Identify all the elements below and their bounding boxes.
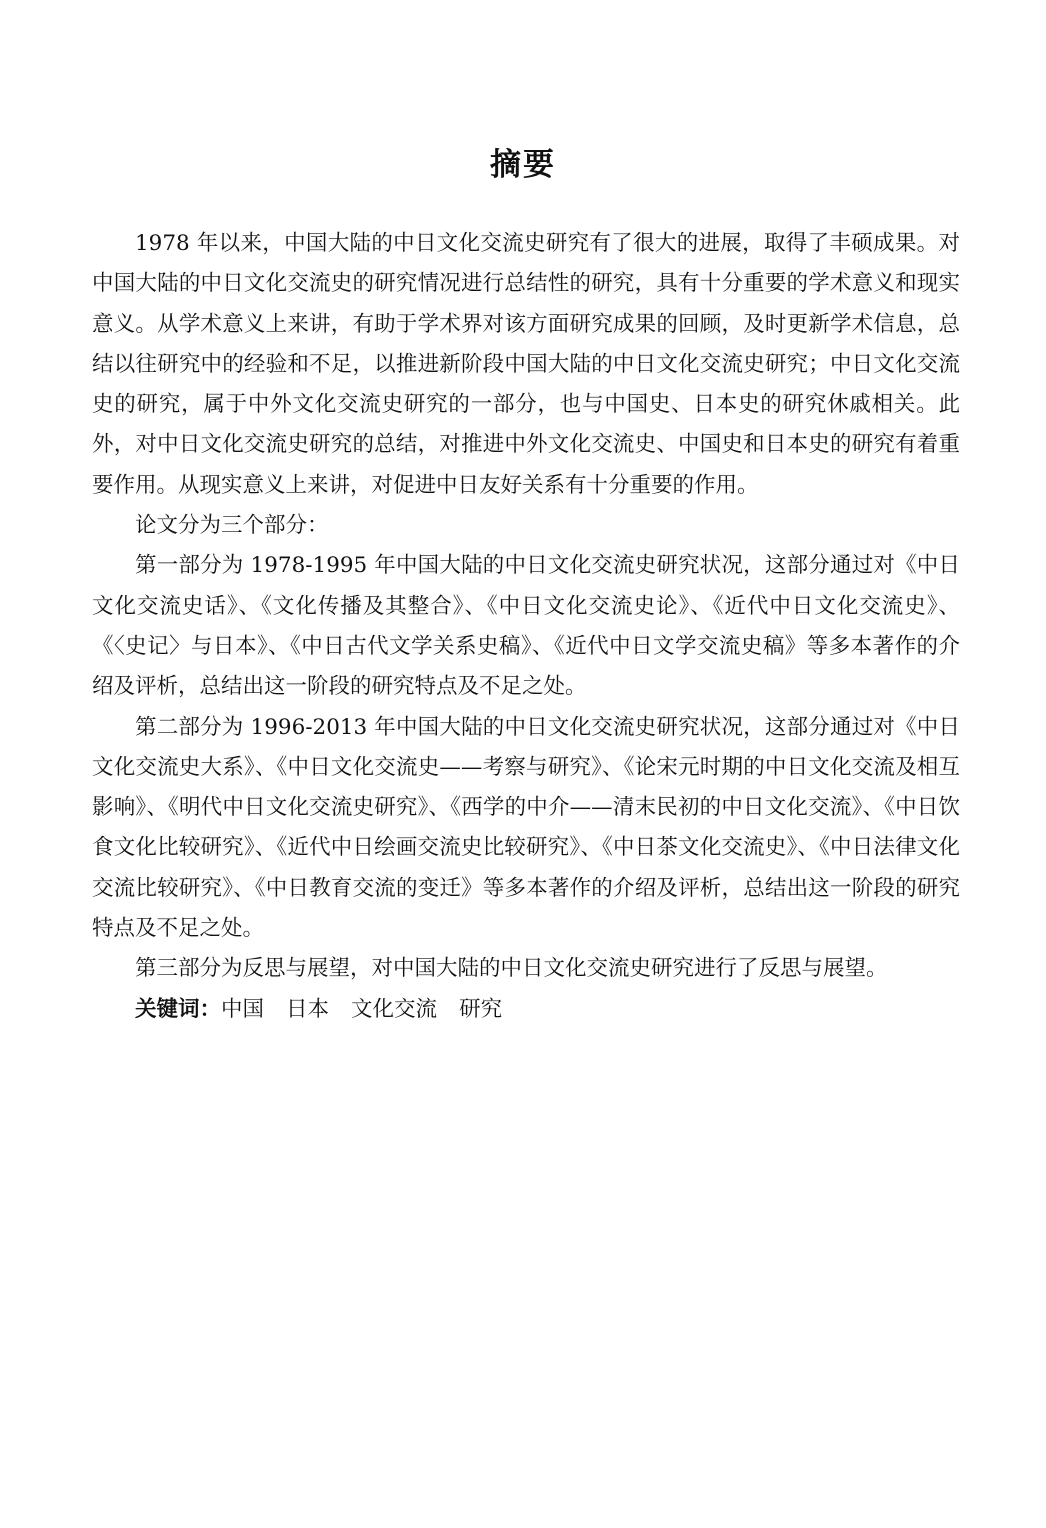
- abstract-body: [92, 224, 960, 1030]
- keyword-item: 研究: [459, 996, 503, 1022]
- abstract-paragraph-intro: 1978 年以来，中国大陆的中日文化交流史研究有了很大的进展，取得了丰硕成果。对中国大陆的中日文化交流史的研究情况进行总结性的研究，具有十分重要的学术意义和现实意义。从学术意义上来讲，有助于学术界对该方面研究成果的回顾，及时更新学术信息，总结以往研究中的经验和不足，以推进新阶段中国大陆的中日文化交流史研究；中日文化交流史的研究，属于中外文化交流史研究的一部分，也与中国史、日本史的研究休戚相关。此外，对中日文化交流史研究的总结，对推进中外文化交流史、中国史和日本史的研究有着重要作用。从现实意义上来讲，对促进中日友好关系有十分重要的作用。: [92, 231, 960, 498]
- keyword-item: 日本: [286, 996, 330, 1022]
- abstract-paragraph-part-two: 第二部分为 1996-2013 年中国大陆的中日文化交流史研究状况，这部分通过对《中日文化交流史大系》、《中日文化交流史——考察与研究》、《论宋元时期的中日文化交流及相互影响》、《明代中日文化交流史研究》、《西学的中介——清末民初的中日文化交流》、《中日饮食文化比较研究》、《近代中日绘画交流史比较研究》、《中日茶文化交流史》、《中日法律文化交流比较研究》、《中日教育交流的变迁》等多本著作的介绍及评析，总结出这一阶段的研究特点及不足之处。: [92, 714, 960, 942]
- page-title: 摘要: [490, 147, 556, 183]
- keyword-item: 中国: [221, 996, 265, 1022]
- abstract-paragraph-part-three: 第三部分为反思与展望，对中国大陆的中日文化交流史研究进行了反思与展望。: [135, 956, 888, 982]
- keywords-label: 关键词：: [135, 996, 222, 1022]
- keyword-item: 文化交流: [351, 996, 438, 1022]
- keywords-line: [92, 990, 960, 1030]
- abstract-paragraph-part-one: 第一部分为 1978-1995 年中国大陆的中日文化交流史研究状况，这部分通过对《中日文化交流史话》、《文化传播及其整合》、《中日文化交流史论》、《近代中日文化交流史》、《〈史记〉与日本》、《中日古代文学关系史稿》、《近代中日文学交流史稿》等多本著作的介绍及评析，总结出这一阶段的研究特点及不足之处。: [92, 553, 960, 700]
- abstract-paragraph-structure: 论文分为三个部分：: [135, 513, 329, 539]
